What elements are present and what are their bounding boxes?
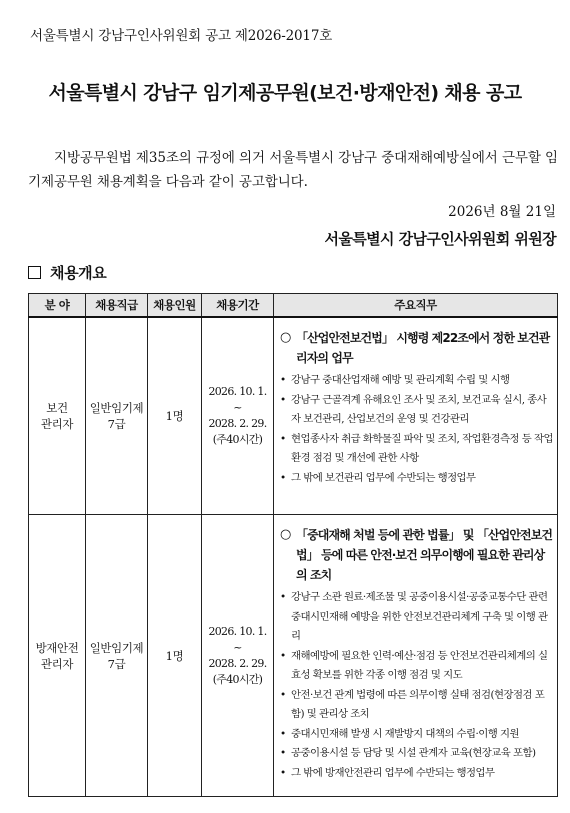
table-row xyxy=(29,317,558,515)
duty-item xyxy=(280,647,553,686)
dot-bullet-icon: • xyxy=(280,766,286,779)
duty-heading-text: 「산업안전보건법」 시행령 제22조에서 정한 보건관리자의 업무 xyxy=(296,331,550,365)
duty-item xyxy=(280,430,553,469)
table-header-row xyxy=(29,294,558,318)
duty-item xyxy=(280,764,553,784)
duty-heading xyxy=(280,525,553,585)
header-duties: 주요직무 xyxy=(274,294,558,318)
duty-item xyxy=(280,391,553,430)
row-period xyxy=(202,515,274,797)
dot-bullet-icon: • xyxy=(280,393,286,406)
duty-item-text: 그 밖에 보건관리 업무에 수반되는 행정업무 xyxy=(291,471,476,484)
row-count: 1명 xyxy=(148,515,202,797)
duty-item-text: 강남구 중대산업재해 예방 및 관리계획 수립 및 시행 xyxy=(291,374,510,386)
dot-bullet-icon: • xyxy=(280,649,286,662)
row-duties xyxy=(274,317,558,515)
duty-list xyxy=(280,588,553,783)
row-field xyxy=(29,515,86,797)
header-field: 분 야 xyxy=(29,294,86,318)
section-heading xyxy=(28,262,106,283)
row-position-text: 일반임기제 7급 xyxy=(89,401,144,431)
recruitment-table xyxy=(28,293,558,797)
row-field-text: 보건 관리자 xyxy=(40,401,74,431)
section-title: 채용개요 xyxy=(50,264,107,282)
row-field-text: 방재안전 관리자 xyxy=(35,640,79,671)
dot-bullet-icon: • xyxy=(280,471,286,484)
duty-item xyxy=(280,744,553,764)
duty-item-text: 안전·보건 관계 법령에 따른 의무이행 실태 점검(현장점검 포함) 및 관리상 조치 xyxy=(291,688,545,720)
duty-item-text: 강남구 소관 원료·제조물 및 공중이용시설·공중교통수단 관련 중대시민재해 예방을 위한 안전보건관리체계 구축 및 이행 관리 xyxy=(291,591,548,642)
duty-item-text: 중대시민재해 발생 시 재발방지 대책의 수립·이행 지원 xyxy=(291,727,519,740)
duty-list xyxy=(280,371,553,488)
circle-bullet-icon: ○ xyxy=(280,527,291,542)
row-position xyxy=(86,317,148,515)
duty-heading xyxy=(280,328,553,368)
header-period: 채용기간 xyxy=(202,294,274,318)
duty-item-text: 공중이용시설 등 담당 및 시설 관계자 교육(현장교육 포함) xyxy=(291,747,536,759)
duty-item xyxy=(280,469,553,489)
row-period xyxy=(202,317,274,515)
dot-bullet-icon: • xyxy=(280,688,286,701)
dot-bullet-icon: • xyxy=(280,727,286,740)
header-position: 채용직급 xyxy=(86,294,148,318)
notice-body: 지방공무원법 제35조의 규정에 의거 서울특별시 강남구 중대재해예방실에서 근무할 임기제공무원 채용계획을 다음과 같이 공고합니다. xyxy=(28,150,558,190)
duty-heading-text: 「중대재해 처벌 등에 관한 법률」 및 「산업안전보건법」 등에 따른 안전·보건 의무이행에 필요한 관리상의 조치 xyxy=(296,528,553,582)
notice-number: 서울특별시 강남구인사위원회 공고 제2026-2017호 xyxy=(30,28,333,44)
row-duties xyxy=(274,515,558,797)
duty-item-text: 재해예방에 필요한 인력·예산·점검 등 안전보건관리체계의 실효성 확보를 위한 각종 이행 점검 및 지도 xyxy=(291,649,548,681)
header-count: 채용인원 xyxy=(148,294,202,318)
row-period-text: 2026. 10. 1. ~ 2028. 2. 29. (주40시간) xyxy=(208,624,267,686)
dot-bullet-icon: • xyxy=(280,591,286,603)
duty-item-text: 그 밖에 방재안전관리 업무에 수반되는 행정업무 xyxy=(291,766,495,779)
row-field xyxy=(29,317,86,515)
table-row xyxy=(29,515,558,797)
row-count: 1명 xyxy=(148,317,202,515)
duty-item-text: 현업종사자 취급 화학물질 파악 및 조치, 작업환경측정 등 작업환경 점검 및 개선에 관한 사항 xyxy=(291,432,553,464)
square-bullet-icon xyxy=(28,266,41,279)
page-title: 서울특별시 강남구 임기제공무원(보건·방재안전) 채용 공고 xyxy=(48,82,522,104)
dot-bullet-icon: • xyxy=(280,432,286,445)
notice-date: 2026년 8월 21일 xyxy=(448,204,556,220)
duty-item xyxy=(280,371,553,391)
duty-item xyxy=(280,686,553,725)
row-position xyxy=(86,515,148,797)
duty-item xyxy=(280,588,553,647)
dot-bullet-icon: • xyxy=(280,747,286,759)
signer: 서울특별시 강남구인사위원회 위원장 xyxy=(324,230,556,248)
row-position-text: 일반임기제 7급 xyxy=(89,640,144,671)
duty-item xyxy=(280,725,553,745)
duty-item-text: 강남구 근골격계 유해요인 조사 및 조치, 보건교육 실시, 종사자 보건관리, 산업보건의 운영 및 건강관리 xyxy=(291,393,547,425)
dot-bullet-icon: • xyxy=(280,374,286,386)
row-period-text: 2026. 10. 1. ~ 2028. 2. 29. (주40시간) xyxy=(208,385,267,446)
circle-bullet-icon: ○ xyxy=(280,330,291,345)
